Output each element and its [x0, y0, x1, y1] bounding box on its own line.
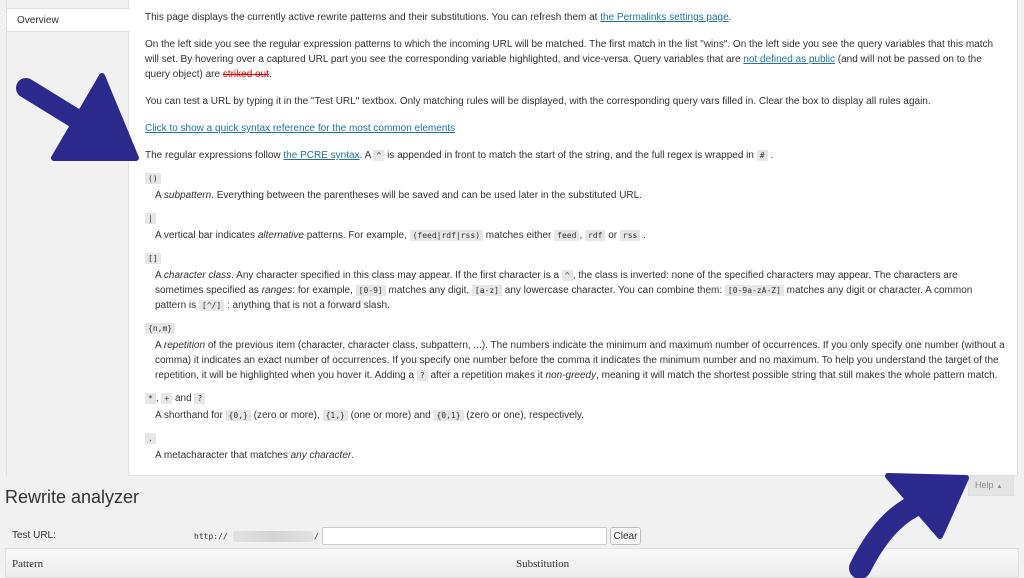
def-text: A: [155, 190, 164, 201]
test-url-label: Test URL:: [12, 530, 56, 541]
code-example: rdf: [585, 230, 605, 241]
def-text: any lowercase character. You can combine them:: [502, 285, 725, 296]
code-example: [0-9a-zA-Z]: [725, 285, 784, 296]
def-em: repetition: [163, 340, 206, 351]
permalinks-settings-link[interactable]: the Permalinks settings page: [600, 12, 729, 23]
code-example: {0,}: [226, 410, 251, 421]
syntax-term-subpattern: [145, 171, 1005, 186]
help-pcre-explanation: [145, 148, 1005, 163]
syntax-def-repetition: [155, 338, 1005, 383]
caret-up-icon: ▲: [996, 484, 1003, 490]
def-em: ranges: [261, 285, 293, 296]
help-intro-end: .: [728, 12, 732, 23]
help-content: [145, 10, 1005, 467]
syntax-def-class: [155, 268, 1005, 313]
code-example: {0,1}: [433, 410, 463, 421]
def-text: , the class is inverted: none of the specified characters may appear. The characters are sometimes specified as: [155, 270, 958, 296]
help-p2-text1: On the left side you see the regular expression patterns to which the incoming URL will be matched. The first match in the list "wins". On the left side you see the query variables that this match will set. By hovering over a captured URL part you see the corresponding variable highlighted, and vice-versa. Query variables that are: [145, 39, 994, 65]
syntax-reference: [145, 171, 1005, 463]
arrow-icon: [14, 58, 144, 163]
code-subpattern: (): [145, 173, 161, 184]
code-braces: {n,m}: [145, 323, 175, 334]
help-p2-text2: (and will not be passed on to the query object) are: [145, 54, 982, 80]
syntax-term-repetition: [145, 321, 1005, 336]
def-text: matches any digit or character. A common pattern is: [155, 285, 973, 311]
def-text: ,: [155, 393, 162, 404]
help-test-url-explanation: You can test a URL by typing it in the "Test URL" textbox. Only matching rules will be displayed, with the corresponding query vars filled in. Clear the box to display all rules again.: [145, 96, 931, 107]
code-caret: ^: [373, 150, 384, 161]
test-url-input[interactable]: [322, 527, 607, 545]
def-text: A metacharacter that matches: [155, 450, 291, 461]
code-brackets: []: [145, 253, 161, 264]
code-example: ^: [562, 270, 573, 281]
def-text: .: [640, 230, 646, 241]
def-text: after a repetition makes it: [427, 370, 546, 381]
syntax-term-class: [145, 251, 1005, 266]
contextual-help-panel: [6, 0, 1018, 476]
code-example: ?: [417, 370, 428, 381]
code-hash: #: [757, 150, 768, 161]
help-p4-text2: . A: [359, 150, 374, 161]
syntax-reference-link[interactable]: Click to show a quick syntax reference for the most common elements: [145, 123, 456, 134]
blurred-host-placeholder: [233, 531, 313, 542]
def-text: matches either: [483, 230, 555, 241]
code-dot: .: [145, 433, 156, 444]
help-p4-text3: is appended in front to match the start of the string, and the full regex is wrapped in: [384, 150, 757, 161]
code-pipe: |: [145, 213, 156, 224]
def-em: subpattern: [163, 190, 212, 201]
syntax-term-shorthand: [145, 391, 1005, 406]
code-star: *: [145, 393, 156, 404]
def-text: : anything that is not a forward slash.: [224, 300, 390, 311]
code-example: rss: [620, 230, 640, 241]
def-em: alternative: [257, 230, 304, 241]
code-example: [0-9]: [356, 285, 386, 296]
syntax-def-dot: [155, 448, 1005, 463]
help-toggle-label: Help: [975, 480, 994, 490]
help-toggle-button[interactable]: [968, 476, 1014, 496]
code-question: ?: [194, 393, 205, 404]
def-text: : for example,: [292, 285, 356, 296]
url-suffix: /: [314, 532, 319, 541]
def-text: (one or more) and: [347, 410, 434, 421]
code-example: (feed|rdf|rss): [410, 230, 483, 241]
def-text: matches any digit,: [385, 285, 472, 296]
def-text: ,: [579, 230, 585, 241]
column-header-substitution: Substitution: [516, 558, 570, 570]
code-example: [^/]: [199, 300, 224, 311]
help-p2-end: .: [268, 69, 272, 80]
url-prefix: http://: [194, 532, 228, 541]
def-text: of the previous item (character, character class, subpattern, ...). The numbers indicate the minimum and maximum number of occurrences. If you only specify one number (without a comma) it indicates an exact number of occurrences. If you specify one number before the comma it indicates the minimum number and no maximum. To help you understand the target of the repetition, it will be highlighted when you hover it. Adding a: [155, 340, 1005, 381]
syntax-term-alternation: [145, 211, 1005, 226]
not-defined-as-public-link[interactable]: not defined as public: [743, 54, 836, 65]
def-text: or: [605, 230, 620, 241]
syntax-def-shorthand: [155, 408, 1005, 423]
help-syntax-toggle: [145, 121, 1005, 136]
arrow-icon: [840, 468, 972, 578]
def-text: . Everything between the parentheses will be saved and can be used later in the substituted URL.: [211, 190, 642, 201]
def-text: patterns. For example,: [303, 230, 410, 241]
help-p4-text1: The regular expressions follow: [145, 150, 284, 161]
page-title: Rewrite analyzer: [5, 487, 140, 507]
def-text: , meaning it will match the shortest possible string that still makes the whole pattern match.: [596, 370, 998, 381]
pcre-syntax-link[interactable]: the PCRE syntax: [283, 150, 360, 161]
column-header-pattern: Pattern: [12, 558, 44, 570]
def-text: and: [172, 393, 195, 404]
def-text: . Any character specified in this class may appear. If the first character is a: [231, 270, 562, 281]
code-example: [a-z]: [472, 285, 502, 296]
tab-overview[interactable]: Overview: [7, 8, 130, 32]
def-em: non-greedy: [545, 370, 597, 381]
syntax-def-subpattern: [155, 188, 1005, 203]
striked-out-example: striked out: [222, 69, 269, 80]
code-plus: +: [161, 393, 172, 404]
def-em: character class: [163, 270, 232, 281]
help-intro: [145, 10, 1005, 25]
def-em: any character: [290, 450, 352, 461]
def-text: A: [155, 340, 164, 351]
def-text: (zero or more),: [250, 410, 323, 421]
clear-button[interactable]: Clear: [610, 527, 641, 545]
def-text: (zero or one), respectively.: [463, 410, 584, 421]
syntax-term-dot: [145, 431, 1005, 446]
def-text: A shorthand for: [155, 410, 226, 421]
def-text: A: [155, 270, 164, 281]
code-example: feed: [554, 230, 579, 241]
help-hover-explanation: [145, 37, 1005, 82]
def-text: A vertical bar indicates: [155, 230, 258, 241]
syntax-def-alternation: [155, 228, 1005, 243]
code-example: {1,}: [323, 410, 348, 421]
help-p4-end: .: [767, 150, 774, 161]
def-text: .: [351, 450, 354, 461]
help-intro-text: This page displays the currently active rewrite patterns and their substitutions. You can refresh them at: [145, 12, 601, 23]
